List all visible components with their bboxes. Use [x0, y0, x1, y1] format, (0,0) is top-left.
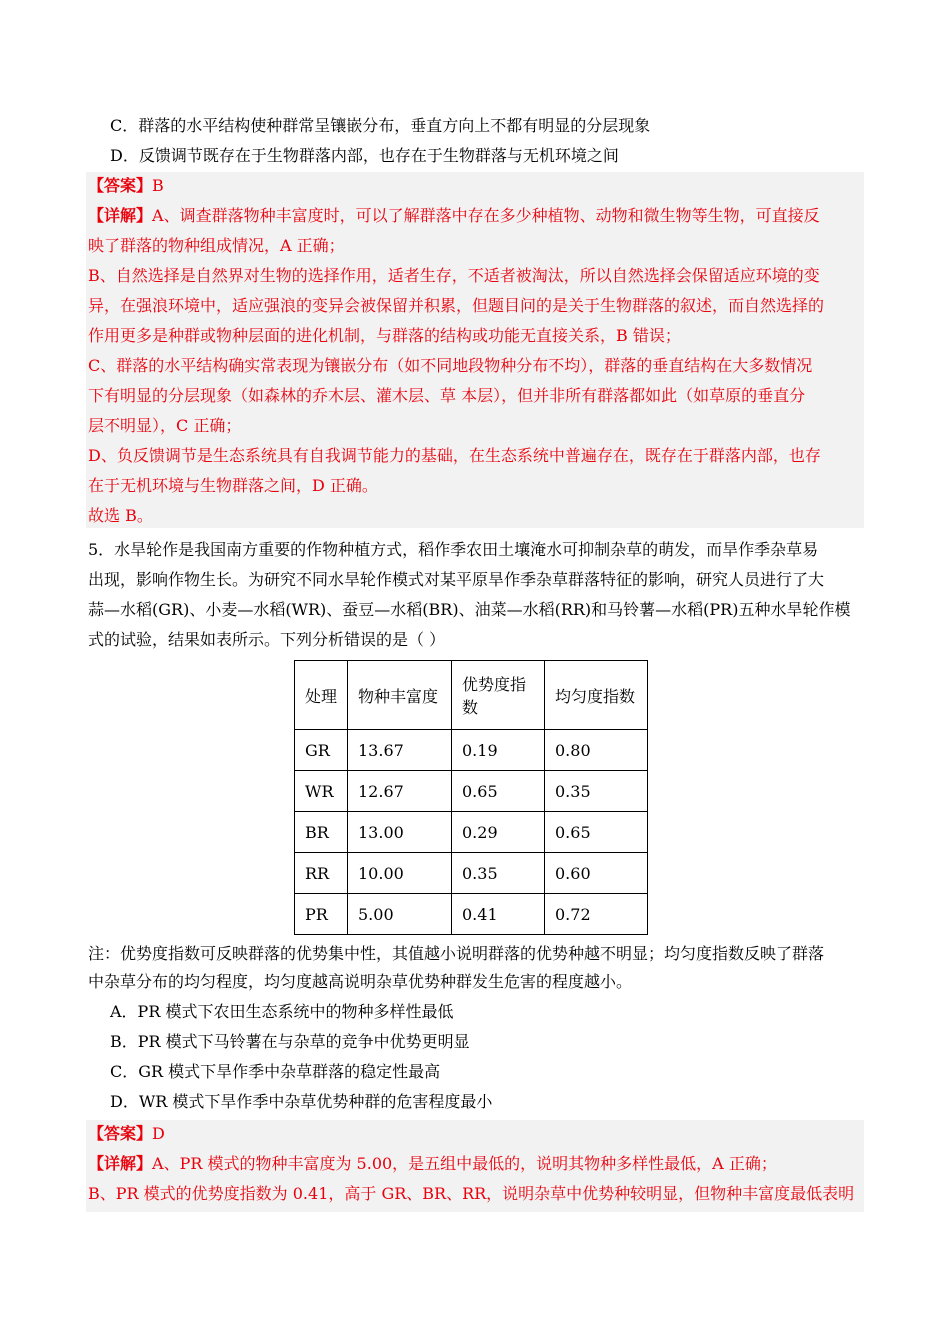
- q4-detail-b1: B、自然选择是自然界对生物的选择作用，适者生存，不适者被淘汰，所以自然选择会保留适应环境的变: [88, 266, 820, 285]
- q4-detail-c1: C、群落的水平结构确实常表现为镶嵌分布（如不同地段物种分布不均），群落的垂直结构在大多数情况: [88, 356, 813, 375]
- table-cell: 0.65: [452, 771, 545, 812]
- table-cell: 5.00: [348, 894, 452, 935]
- q5-detail-a: 【详解】A、PR 模式的物种丰富度为 5.00，是五组中最低的，说明其物种多样性最低，A 正确；: [88, 1154, 777, 1173]
- q5-stem-line2: 出现，影响作物生长。为研究不同水旱轮作模式对某平原旱作季杂草群落特征的影响，研究人员进行了大: [88, 570, 825, 589]
- table-header-cell: 物种丰富度: [348, 661, 452, 730]
- table-row: [295, 812, 648, 853]
- table-row: [295, 771, 648, 812]
- table-cell: 0.72: [545, 894, 648, 935]
- q4-detail-a2: 映了群落的物种组成情况，A 正确；: [88, 236, 345, 255]
- q4-detail-c3: 层不明显），C 正确；: [88, 416, 242, 435]
- q5-note-line2: 中杂草分布的均匀程度，均匀度越高说明杂草优势种群发生危害的程度越小。: [88, 972, 633, 991]
- answer-label: 【答案】: [88, 1124, 153, 1143]
- table-cell: 12.67: [348, 771, 452, 812]
- table-cell: 0.29: [452, 812, 545, 853]
- q5-data-table: [294, 660, 648, 935]
- q5-stem-line3: 蒜—水稻(GR)、小麦—水稻(WR)、蚕豆—水稻(BR)、油菜—水稻(RR)和马铃薯—水稻(PR)五种水旱轮作模: [88, 600, 851, 619]
- table-row: [295, 894, 648, 935]
- q5-detail-b: B、PR 模式的优势度指数为 0.41，高于 GR、BR、RR，说明杂草中优势种较明显，但物种丰富度最低表明: [88, 1184, 855, 1203]
- answer-value: D: [152, 1124, 165, 1143]
- table-header-cell: 处理: [295, 661, 348, 730]
- q4-detail-d1: D、负反馈调节是生态系统具有自我调节能力的基础，在生态系统中普遍存在，既存在于群落内部，也存: [88, 446, 821, 465]
- table-cell: BR: [295, 812, 348, 853]
- q4-conclusion: 故选 B。: [88, 506, 153, 525]
- table-row: [295, 853, 648, 894]
- answer-value: B: [152, 176, 164, 195]
- table-cell: 0.65: [545, 812, 648, 853]
- table-cell: 13.67: [348, 730, 452, 771]
- table-header-cell: 优势度指 数: [452, 661, 545, 730]
- table-cell: WR: [295, 771, 348, 812]
- q5-option-b: B．PR 模式下马铃薯在与杂草的竞争中优势更明显: [110, 1032, 470, 1051]
- table-cell: RR: [295, 853, 348, 894]
- q5-option-d: D．WR 模式下旱作季中杂草优势种群的危害程度最小: [110, 1092, 493, 1111]
- table-cell: GR: [295, 730, 348, 771]
- q5-answer: [88, 1124, 864, 1144]
- q4-detail-c2: 下有明显的分层现象（如森林的乔木层、灌木层、草 本层），但并非所有群落都如此（如草原的垂直分: [88, 386, 806, 405]
- detail-label: 【详解】: [88, 1154, 153, 1173]
- table-row: [295, 730, 648, 771]
- q5-option-c: C．GR 模式下旱作季中杂草群落的稳定性最高: [110, 1062, 441, 1081]
- table-cell: 0.35: [452, 853, 545, 894]
- q5-option-a: A．PR 模式下农田生态系统中的物种多样性最低: [110, 1002, 454, 1021]
- q5-stem-line4: 式的试验，结果如表所示。下列分析错误的是（ ）: [88, 630, 446, 649]
- table-header-cell: 均匀度指数: [545, 661, 648, 730]
- table-cell: 13.00: [348, 812, 452, 853]
- table-cell: 0.41: [452, 894, 545, 935]
- table-cell: 0.60: [545, 853, 648, 894]
- q4-option-c: C．群落的水平结构使种群常呈镶嵌分布，垂直方向上不都有明显的分层现象: [110, 116, 651, 135]
- q4-detail-b2: 异，在强浪环境中，适应强浪的变异会被保留并积累，但题目问的是关于生物群落的叙述，而自然选择的: [88, 296, 825, 315]
- q4-option-d: D．反馈调节既存在于生物群落内部，也存在于生物群落与无机环境之间: [110, 146, 619, 165]
- q4-answer: [88, 176, 864, 196]
- table-cell: 0.35: [545, 771, 648, 812]
- table-cell: 10.00: [348, 853, 452, 894]
- q5-stem-line1: 5．水旱轮作是我国南方重要的作物种植方式，稻作季农田土壤淹水可抑制杂草的萌发，而旱作季杂草易: [88, 540, 819, 559]
- answer-label: 【答案】: [88, 176, 153, 195]
- detail-label: 【详解】: [88, 206, 153, 225]
- q5-note-line1: 注：优势度指数可反映群落的优势集中性，其值越小说明群落的优势种越不明显；均匀度指数反映了群落: [88, 944, 825, 963]
- table-header-row: [295, 661, 648, 730]
- q4-detail-b3: 作用更多是种群或物种层面的进化机制，与群落的结构或功能无直接关系，B 错误；: [88, 326, 681, 345]
- table-cell: 0.19: [452, 730, 545, 771]
- table-cell: 0.80: [545, 730, 648, 771]
- q4-detail-a1: 【详解】A、调查群落物种丰富度时，可以了解群落中存在多少种植物、动物和微生物等生物，可直接反: [88, 206, 820, 225]
- q4-detail-d2: 在于无机环境与生物群落之间，D 正确。: [88, 476, 378, 495]
- table-cell: PR: [295, 894, 348, 935]
